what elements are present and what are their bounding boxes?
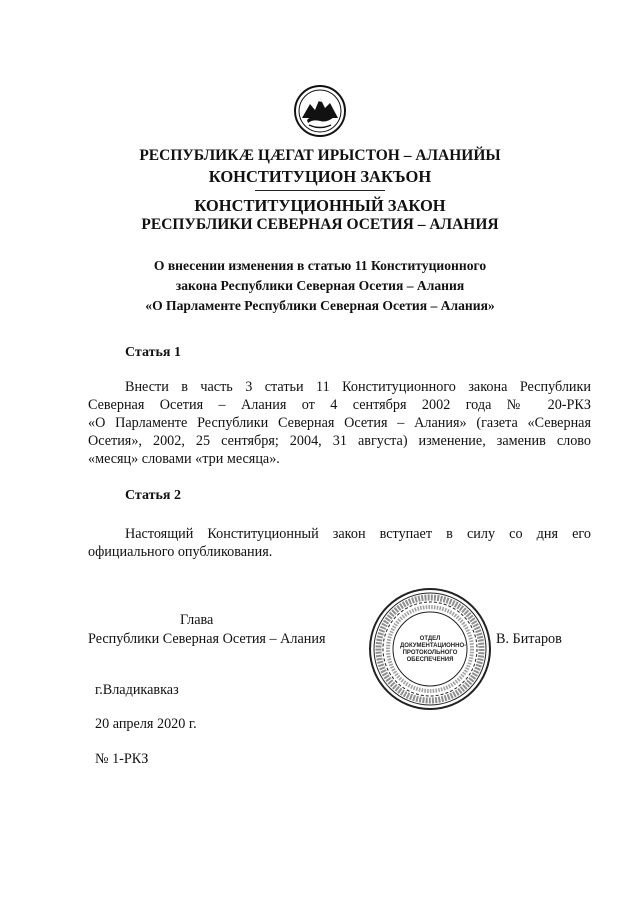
article-1-text bbox=[88, 378, 591, 468]
article-1-line: «месяц» словами «три месяца». bbox=[88, 451, 280, 467]
header-ossetian-republic: РЕСПУБЛИКÆ ЦÆГАТ ИРЫСТОН – АЛАНИЙЫ bbox=[139, 147, 501, 164]
seal-text-line: ОБЕСПЕЧЕНИЯ bbox=[406, 657, 454, 663]
seal-text-line: ПРОТОКОЛЬНОГО bbox=[402, 650, 458, 656]
article-2-text bbox=[88, 525, 591, 561]
signatory-position: Республики Северная Осетия – Алания bbox=[88, 631, 326, 647]
signatory-title: Глава bbox=[180, 612, 214, 628]
article-1-line: Внести в часть 3 статьи 11 Конституционного закона Республики bbox=[125, 379, 591, 395]
seal-center-text bbox=[400, 636, 467, 664]
city: г.Владикавказ bbox=[95, 682, 179, 698]
article-1-heading: Статья 1 bbox=[125, 345, 181, 360]
article-1-line: «О Парламенте Республики Северная Осетия – Алания» (газета «Северная bbox=[88, 415, 591, 431]
signatory-name: В. Битаров bbox=[496, 631, 562, 647]
header-ossetian-law-type: КОНСТИТУЦИОН ЗАКЪОН bbox=[208, 167, 432, 186]
header-law-type: КОНСТИТУЦИОННЫЙ ЗАКОН bbox=[194, 196, 446, 215]
article-2-line: официального опубликования. bbox=[88, 544, 273, 560]
law-title-line: закона Республики Северная Осетия – Алания bbox=[175, 278, 465, 293]
article-1-line: Осетия», 2002, 25 сентября; 2004, 31 августа) изменение, заменив слово bbox=[88, 433, 591, 449]
seal-text-line: ОТДЕЛ bbox=[419, 636, 441, 642]
law-title-line: «О Парламенте Республики Северная Осетия – Алания» bbox=[145, 298, 495, 313]
header-divider bbox=[255, 190, 385, 191]
article-2-heading: Статья 2 bbox=[125, 488, 181, 503]
article-1-line: Северная Осетия – Алания от 4 сентября 2002 года № 20-РКЗ bbox=[88, 397, 591, 413]
header-republic: РЕСПУБЛИКИ СЕВЕРНАЯ ОСЕТИЯ – АЛАНИЯ bbox=[141, 216, 499, 233]
law-number: № 1-РКЗ bbox=[95, 751, 149, 767]
signing-date: 20 апреля 2020 г. bbox=[95, 716, 197, 732]
coat-of-arms-emblem bbox=[293, 84, 347, 138]
seal-text-line: ДОКУМЕНТАЦИОННО- bbox=[400, 643, 467, 649]
law-title-line: О внесении изменения в статью 11 Конституционного bbox=[153, 258, 487, 273]
article-2-line: Настоящий Конституционный закон вступает в силу со дня его bbox=[125, 526, 591, 542]
law-title bbox=[0, 256, 640, 316]
